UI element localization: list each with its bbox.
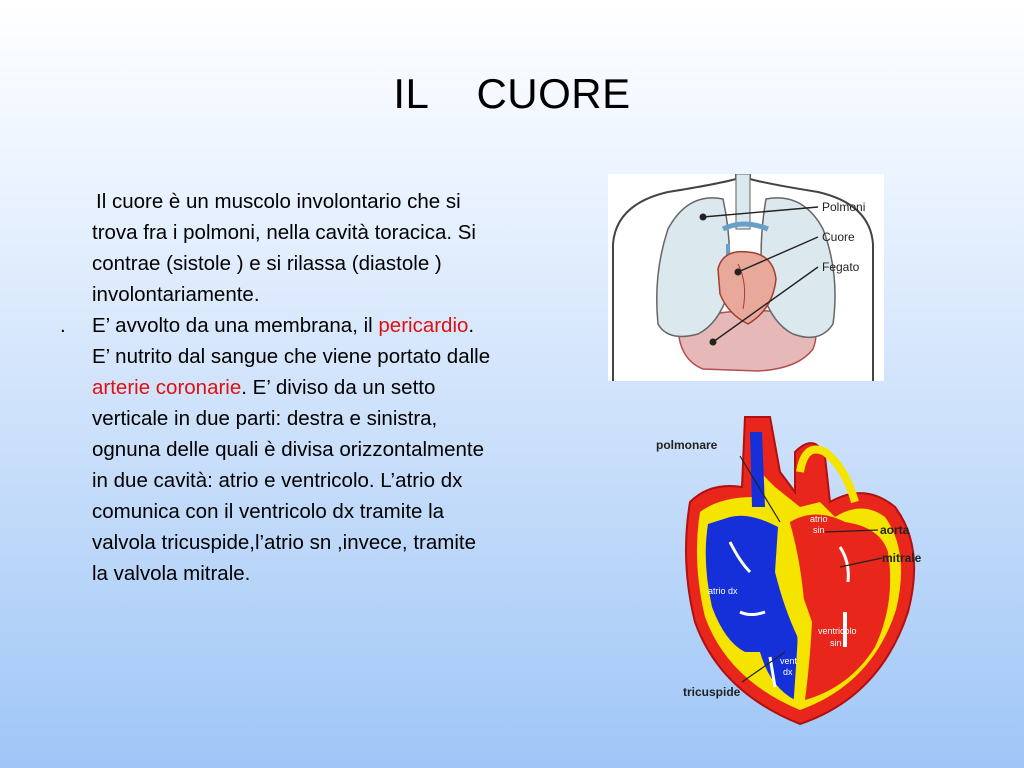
paragraph-text-1: E’ avvolto da una membrana, il — [92, 314, 379, 337]
paragraph-text-3: . E’ diviso da un setto verticale in due parti: destra e sinistra, ognuna delle quali è divisa orizzontalmente in due cavità: atrio e ventricolo. L’atrio dx comunica con il ventricolo dx tramite la valvola tricuspide,l’atrio sn ,invece, tramite la valvola mitrale. — [92, 376, 485, 585]
slide-title: IL CUORE — [393, 70, 631, 117]
label-mitral: mitrale — [882, 551, 922, 565]
term-arterie-coronarie: arterie coronarie — [92, 376, 242, 399]
heart-section-diagram — [650, 412, 940, 732]
heart-illustration — [650, 412, 940, 732]
paragraph-intro: Il cuore è un muscolo involontario che si trova fra i polmoni, nella cavità toracica. Si contrae (sistole ) e si rilassa (diastole ) involontariamente. — [92, 190, 476, 306]
label-pulmonary: polmonare — [656, 438, 718, 452]
paragraph-details — [60, 310, 497, 589]
body-text — [60, 186, 497, 589]
label-left-ventricle-line1: ventricolo — [818, 626, 857, 636]
label-right-ventricle-line2: dx — [783, 667, 793, 677]
label-aorta: aorta — [880, 523, 910, 537]
chest-illustration — [608, 174, 884, 381]
label-left-atrium-line2: sin — [813, 525, 825, 535]
label-left-ventricle-line2: sin — [830, 638, 842, 648]
label-liver: Fegato — [822, 260, 860, 274]
label-lungs: Polmoni — [822, 200, 866, 214]
label-right-ventricle-line1: vent — [780, 656, 798, 666]
term-pericardio: pericardio — [378, 314, 469, 337]
label-right-atrium: atrio dx — [708, 586, 738, 596]
bullet-marker: . — [60, 314, 66, 337]
paragraph-text-2: . E’ nutrito dal sangue che viene portato dalle — [92, 314, 491, 368]
label-heart: Cuore — [822, 230, 855, 244]
chest-diagram — [608, 174, 884, 381]
label-left-atrium-line1: atrio — [810, 514, 828, 524]
label-tricuspid: tricuspide — [683, 685, 741, 699]
